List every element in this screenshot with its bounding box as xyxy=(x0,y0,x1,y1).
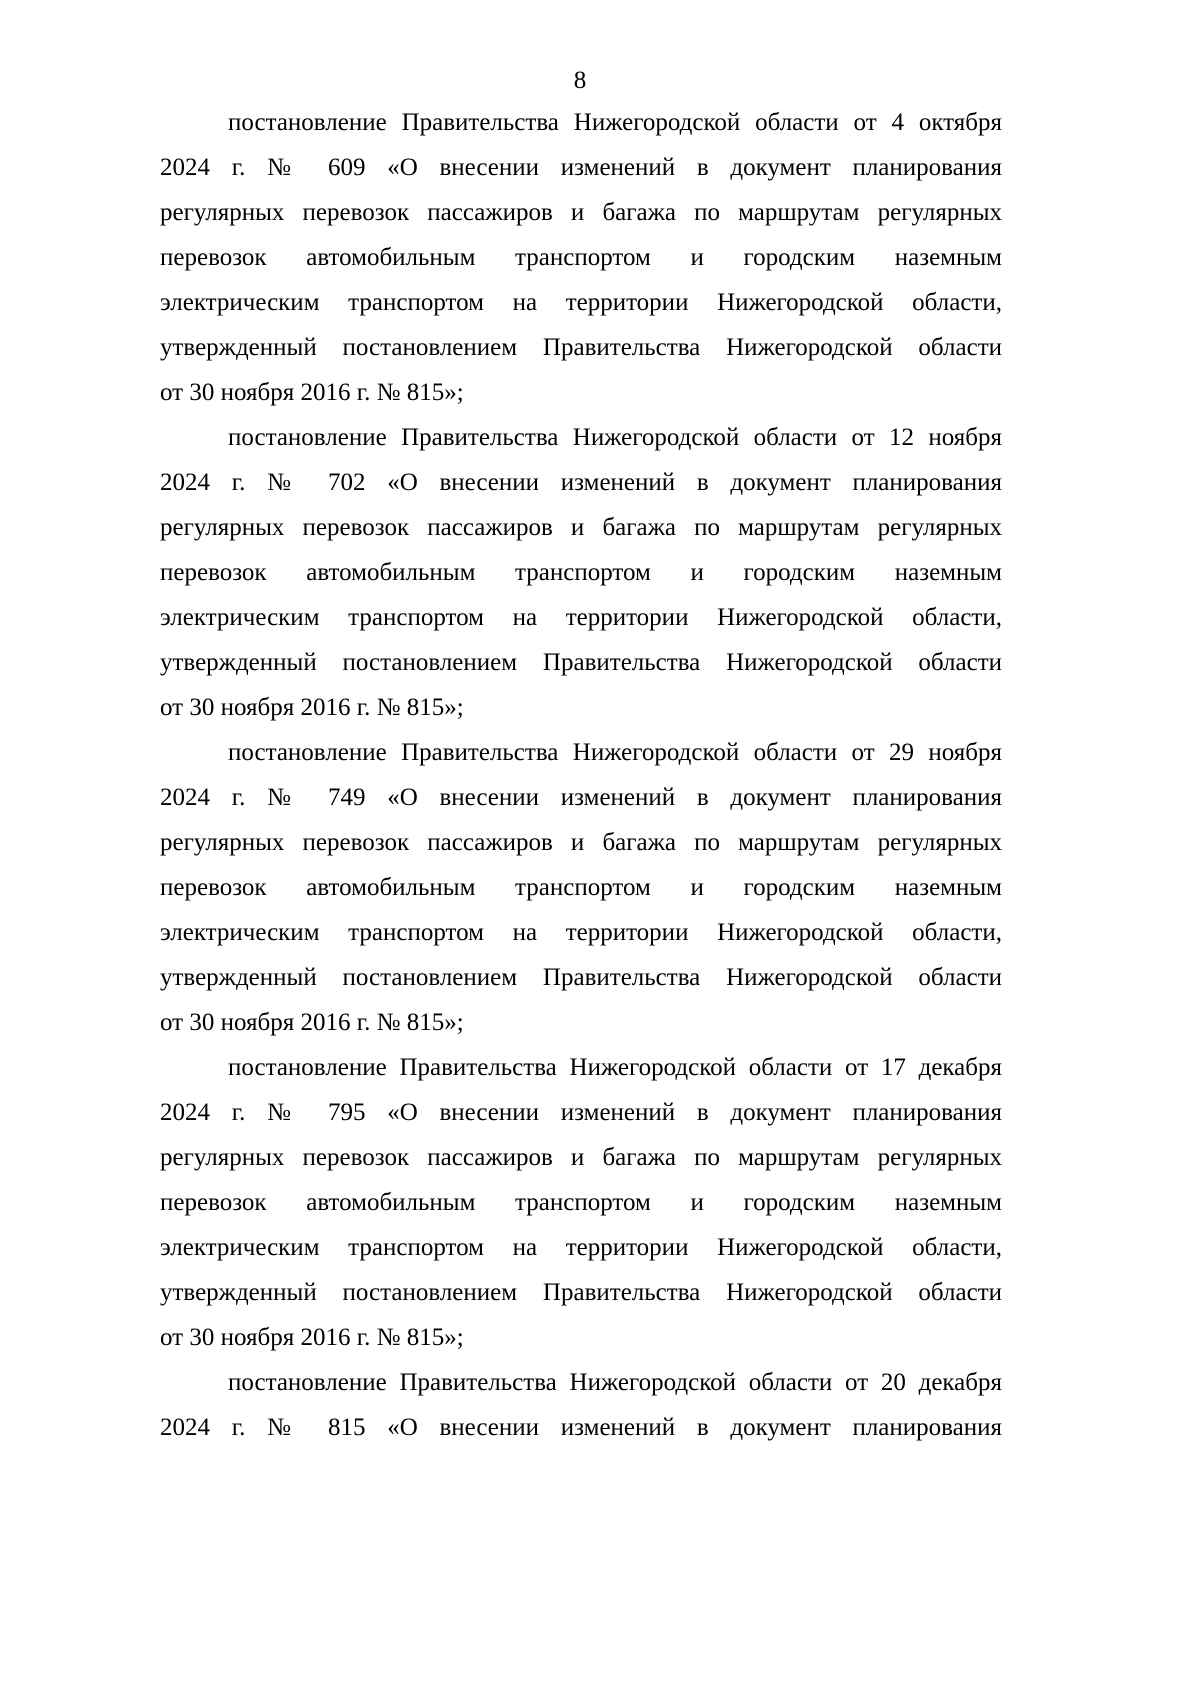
text-line: электрическим транспортом на территории Нижегородской области, xyxy=(160,289,1002,316)
paragraph xyxy=(160,730,1002,1045)
text-line: постановление Правительства Нижегородской области от 4 октября xyxy=(228,109,1002,136)
text-line: постановление Правительства Нижегородской области от 17 декабря xyxy=(228,1054,1002,1081)
text-line: 2024 г. № 609 «О внесении изменений в документ планирования xyxy=(160,154,1002,181)
text-line: регулярных перевозок пассажиров и багажа по маршрутам регулярных xyxy=(160,829,1002,856)
text-line: 2024 г. № 702 «О внесении изменений в документ планирования xyxy=(160,469,1002,496)
paragraph xyxy=(160,1360,1002,1450)
text-line: постановление Правительства Нижегородской области от 20 декабря xyxy=(228,1369,1002,1396)
text-line: утвержденный постановлением Правительства Нижегородской области xyxy=(160,334,1002,361)
text-line: перевозок автомобильным транспортом и городским наземным xyxy=(160,1189,1002,1216)
text-line: от 30 ноября 2016 г. № 815»; xyxy=(160,379,464,406)
text-line: от 30 ноября 2016 г. № 815»; xyxy=(160,1009,464,1036)
text-line: от 30 ноября 2016 г. № 815»; xyxy=(160,694,464,721)
text-line: регулярных перевозок пассажиров и багажа по маршрутам регулярных xyxy=(160,514,1002,541)
text-line: регулярных перевозок пассажиров и багажа по маршрутам регулярных xyxy=(160,1144,1002,1171)
text-line: 2024 г. № 795 «О внесении изменений в документ планирования xyxy=(160,1099,1002,1126)
text-line: перевозок автомобильным транспортом и городским наземным xyxy=(160,874,1002,901)
text-line: утвержденный постановлением Правительства Нижегородской области xyxy=(160,1279,1002,1306)
text-line: электрическим транспортом на территории Нижегородской области, xyxy=(160,919,1002,946)
text-line: 2024 г. № 749 «О внесении изменений в документ планирования xyxy=(160,784,1002,811)
page-number: 8 xyxy=(573,67,587,94)
text-line: перевозок автомобильным транспортом и городским наземным xyxy=(160,559,1002,586)
text-line: электрическим транспортом на территории Нижегородской области, xyxy=(160,604,1002,631)
text-line: от 30 ноября 2016 г. № 815»; xyxy=(160,1324,464,1351)
text-line: утвержденный постановлением Правительства Нижегородской области xyxy=(160,964,1002,991)
paragraph xyxy=(160,100,1002,415)
text-line: 2024 г. № 815 «О внесении изменений в документ планирования xyxy=(160,1414,1002,1441)
document-body xyxy=(160,100,1002,1450)
text-line: регулярных перевозок пассажиров и багажа по маршрутам регулярных xyxy=(160,199,1002,226)
text-line: электрическим транспортом на территории Нижегородской области, xyxy=(160,1234,1002,1261)
paragraph xyxy=(160,415,1002,730)
text-line: постановление Правительства Нижегородской области от 12 ноября xyxy=(228,424,1002,451)
paragraph xyxy=(160,1045,1002,1360)
text-line: утвержденный постановлением Правительства Нижегородской области xyxy=(160,649,1002,676)
text-line: перевозок автомобильным транспортом и городским наземным xyxy=(160,244,1002,271)
text-line: постановление Правительства Нижегородской области от 29 ноября xyxy=(228,739,1002,766)
